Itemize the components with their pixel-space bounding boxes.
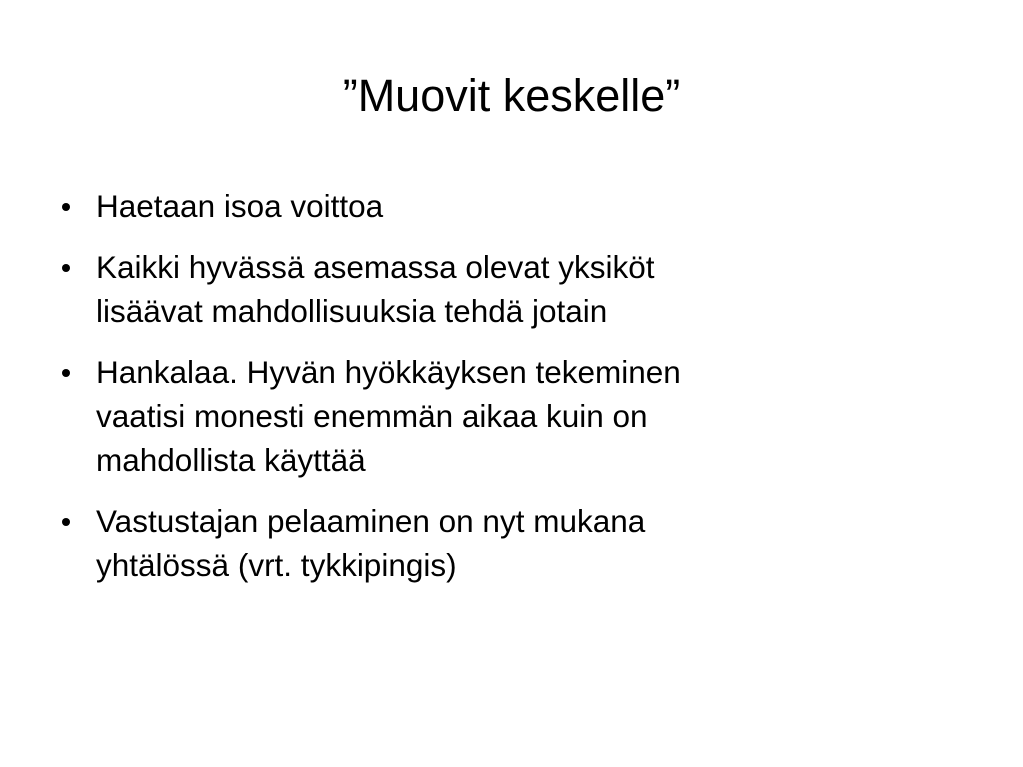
bullet-text: Haetaan isoa voittoa bbox=[96, 188, 384, 224]
bullet-item bbox=[62, 499, 962, 587]
bullet-dot-icon bbox=[62, 518, 70, 526]
bullet-item bbox=[62, 184, 962, 228]
bullet-text: Vastustajan pelaaminen on nyt mukana yhtälössä (vrt. tykkipingis) bbox=[96, 503, 646, 583]
bullet-text: Kaikki hyvässä asemassa olevat yksiköt lisäävat mahdollisuuksia tehdä jotain bbox=[96, 249, 655, 329]
bullet-dot-icon bbox=[62, 369, 70, 377]
slide-title: ”Muovit keskelle” bbox=[342, 70, 681, 121]
bullet-item bbox=[62, 350, 962, 482]
bullet-item bbox=[62, 245, 962, 333]
bullet-text: Hankalaa. Hyvän hyökkäyksen tekeminen vaatisi monesti enemmän aikaa kuin on mahdollista käyttää bbox=[96, 354, 681, 478]
bullet-list bbox=[62, 184, 962, 604]
bullet-dot-icon bbox=[62, 203, 70, 211]
bullet-dot-icon bbox=[62, 264, 70, 272]
